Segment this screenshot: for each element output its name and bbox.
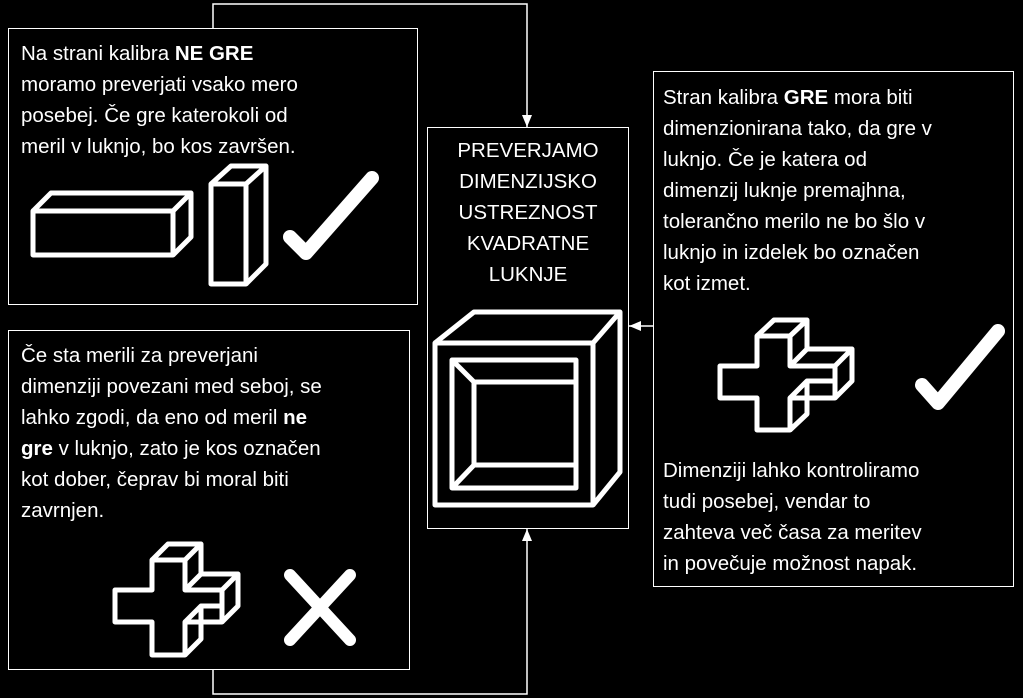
text-line: luknjo. Če je katera od xyxy=(663,148,867,171)
center-line: LUKNJE xyxy=(488,263,568,286)
bold-ne: ne xyxy=(283,406,308,429)
text-line: in povečuje možnost napak. xyxy=(663,552,918,575)
text-line: gre v luknjo, zato je kos označen xyxy=(21,437,321,460)
text-line: kot dober, čeprav bi moral biti xyxy=(21,468,289,491)
text-line: zavrnjen. xyxy=(21,499,105,522)
text-line: meril v luknjo, bo kos završen. xyxy=(21,135,296,158)
x-mark-icon xyxy=(290,575,350,640)
horizontal-bar-gauge-icon xyxy=(33,193,191,255)
text-line: kot izmet. xyxy=(663,272,751,295)
vertical-bar-gauge-icon xyxy=(211,166,266,284)
text-line: lahko zgodi, da eno od meril ne xyxy=(21,406,308,429)
bold-gre: GRE xyxy=(783,86,829,109)
checkmark-icon xyxy=(922,331,998,403)
text-line: dimenzij luknje premajhna, xyxy=(663,179,906,202)
bold-gre: gre xyxy=(21,437,53,460)
text-line: Dimenziji lahko kontroliramo xyxy=(663,459,920,482)
text-line: dimenzionirana tako, da gre v xyxy=(663,117,932,140)
cross-gauge-icon xyxy=(720,320,852,430)
text-line: tudi posebej, vendar to xyxy=(663,490,871,513)
text-line: luknjo in izdelek bo označen xyxy=(663,241,920,264)
text-line: posebej. Če gre katerokoli od xyxy=(21,104,288,127)
bold-ne-gre: NE GRE xyxy=(174,42,254,65)
text-line: moramo preverjati vsako mero xyxy=(21,73,298,96)
text-line: Stran kalibra GRE mora biti xyxy=(663,86,913,109)
text-line: zahteva več časa za meritev xyxy=(663,521,922,544)
top-connector xyxy=(213,4,532,127)
bottom-connector xyxy=(213,529,532,694)
center-line: DIMENZIJSKO xyxy=(459,170,597,193)
right-connector xyxy=(629,321,653,331)
text-line: dimenziji povezani med seboj, se xyxy=(21,375,322,398)
text-line: Na strani kalibra NE GRE xyxy=(21,42,254,65)
center-line: USTREZNOST xyxy=(458,201,598,224)
cross-gauge-icon xyxy=(115,544,238,655)
text-line: Če sta merili za preverjani xyxy=(21,344,258,367)
checkmark-icon xyxy=(290,178,372,253)
center-line: KVADRATNE xyxy=(466,232,590,255)
center-line: PREVERJAMO xyxy=(457,139,599,162)
text-line: tolerančno merilo ne bo šlo v xyxy=(663,210,926,233)
square-hole-block-icon xyxy=(435,312,620,505)
